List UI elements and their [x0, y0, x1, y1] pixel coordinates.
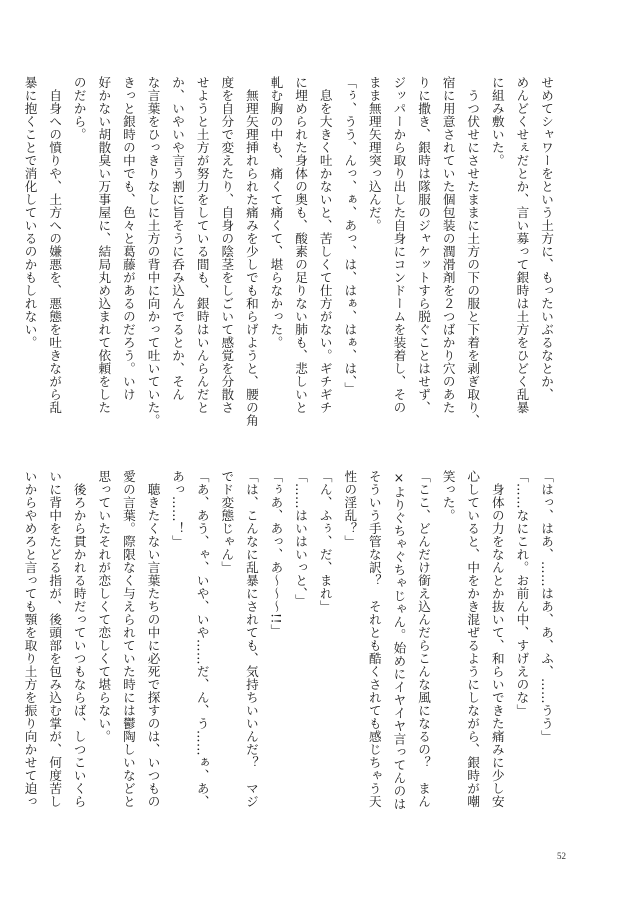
text-column: 思っていたそれが恋しくて恋しくて堪らない。 — [96, 470, 112, 743]
page-number: 52 — [557, 851, 566, 861]
text-column: でド変態じゃん」 — [219, 470, 235, 574]
text-column: きっと銀時の中でも、色々と葛藤があるのだろう。いけ — [120, 76, 136, 401]
text-column: 息を大きく吐かないと、苦しくて仕方がない。ギチギチ — [317, 76, 333, 414]
text-column: 「はっ、はあ、……はあ、あ、ふ、……うう」 — [539, 470, 554, 743]
text-column: あっ……！」 — [170, 470, 186, 548]
text-column: 好かない胡散臭い万事屋に、結局丸め込まれて依頼をした — [96, 76, 112, 414]
text-column: せようと土方が努力をしている間も、銀時はいんらんだと — [194, 76, 210, 414]
text-column: 「……はいはいっと、」 — [293, 470, 309, 607]
text-column: せめてシャワーをという土方に、もったいぶるなとか、 — [539, 76, 554, 401]
text-column: めんどくせぇだとか、言い募って銀時は土方をひどく乱暴 — [514, 76, 530, 414]
text-column: 「ぅ、うう、んっ、ぁ、あっ、は、はぁ、はぁ、は、」 — [342, 76, 358, 395]
text-column: 「ここ、どんだけ銜え込んだらこんな風になるの？ まん — [416, 470, 432, 808]
text-column: そういう手管な訳？ それとも酷くされても感じちゃう天 — [366, 470, 382, 808]
text-column: のだから。 — [71, 76, 87, 141]
text-column: うつ伏せにさせたままに土方の下の服と下着を剥ぎ取り、 — [465, 76, 481, 427]
text-column: 軋む胸の中も、痛くて痛くて、堪らなかった。 — [268, 76, 284, 349]
text-column: か、いやいや言う割に旨そうに呑み込んでるとか、そん — [170, 76, 186, 401]
text-column: 「あ、あう、ゃ、いや、いや……だ、ん、う……ぁ、あ、 — [194, 470, 210, 808]
text-column: 身体の力をなんとか抜いて、和らいできた痛みに少し安 — [489, 470, 505, 808]
text-column: 心していると、中をかき混ぜるようにしながら、銀時が嘲 — [465, 470, 481, 808]
text-column: 「……なにこれ。お前ん中、すげえのな」 — [514, 470, 530, 717]
text-column: 性の淫乱？」 — [342, 470, 358, 548]
text-column: 愛の言葉。際限なく与えられていた時には鬱陶しいなどと — [120, 470, 136, 808]
text-column: 「ん、ふぅ、だ、まれ」 — [317, 470, 333, 613]
text-column: 自身への憤りや、土方への嫌悪を、悪態を吐きながら乱 — [47, 76, 63, 414]
text-column: な言葉をひっきりなしに土方の背中に向かって吐いていた。 — [145, 76, 161, 427]
text-column: 宿に用意されていた個包装の潤滑剤を２つばかり穴のあた — [440, 76, 456, 414]
text-column: りに撒き、銀時は隊服のジャケットすら脱ぐことはせず、 — [416, 76, 432, 414]
text-column: ×よりぐちゃぐちゃじゃん。始めにイヤイヤ言ってんのは — [391, 470, 407, 811]
text-column: 「は、こんなに乱暴にされても、気持ちいいんだ？ マジ — [243, 470, 259, 808]
text-column: ジッパーから取り出した自身にコンドームを装着し、その — [391, 76, 407, 414]
text-column: まま無理矢理突っ込んだ。 — [366, 76, 382, 232]
text-column: 後ろから貫かれる時だっていつもならば、しつこいくら — [71, 470, 87, 808]
text-column: 無理矢理挿れられた痛みを少しでも和らげようと、腰の角 — [243, 76, 259, 427]
text-column: いに背中をたどる指が、後頭部を包み込む掌が、何度苦し — [47, 470, 63, 808]
text-column: に埋められた身体の奥も、酸素の足りない肺も、悲しいと — [293, 76, 309, 414]
text-column: に組み敷いた。 — [489, 76, 505, 167]
text-block-upper — [17, 76, 558, 448]
text-column: いからやめろと言っても顎を取り土方を振り向かせて迫っ — [22, 470, 38, 808]
text-column: 暴に抱くことで消化しているのかもしれない。 — [22, 76, 38, 349]
text-column: 笑った。 — [440, 470, 456, 522]
text-column: 聴きたくない言葉たちの中に必死で探すのは、いつもの — [145, 470, 161, 808]
text-column: 度を自分で変えたり、自身の陰茎をしごいて感覚を分散さ — [219, 76, 235, 414]
text-block-lower — [17, 470, 558, 842]
text-column: 「ぅあ、あっ、あ〜〜〜!!」 — [268, 470, 284, 637]
